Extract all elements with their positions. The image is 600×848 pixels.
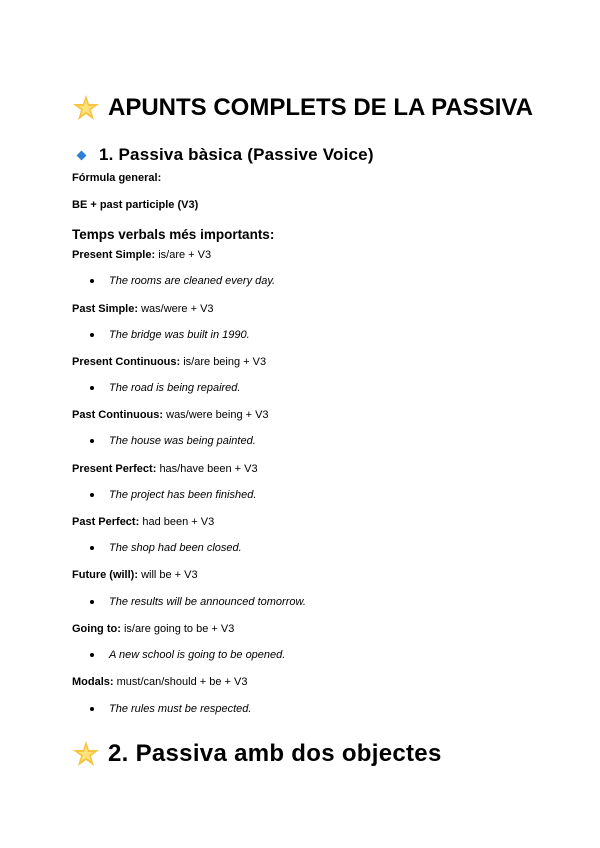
document-title-text: APUNTS COMPLETS DE LA PASSIVA bbox=[108, 94, 533, 121]
section2-heading-text: 2. Passiva amb dos objectes bbox=[108, 740, 442, 767]
tense-name: Past Simple: bbox=[72, 303, 139, 315]
example-item bbox=[90, 275, 275, 287]
example-item bbox=[90, 329, 250, 341]
example-item bbox=[90, 542, 242, 554]
tense-line bbox=[72, 356, 266, 368]
bullet-icon bbox=[90, 707, 94, 711]
tense-form: had been + V3 bbox=[142, 516, 215, 528]
bullet-icon bbox=[90, 439, 94, 443]
tenses-heading: Temps verbals més importants: bbox=[72, 227, 275, 242]
example-text: The shop had been closed. bbox=[109, 542, 242, 554]
bullet-icon bbox=[90, 653, 94, 657]
tense-line bbox=[72, 409, 269, 421]
bullet-icon bbox=[90, 546, 94, 550]
star-icon bbox=[72, 740, 100, 768]
tense-form: is/are + V3 bbox=[158, 249, 212, 261]
tense-name: Past Continuous: bbox=[72, 409, 164, 421]
tense-name: Present Simple: bbox=[72, 249, 156, 261]
tense-form: will be + V3 bbox=[141, 569, 198, 581]
tense-line bbox=[72, 249, 211, 261]
example-item bbox=[90, 649, 285, 661]
example-text: The bridge was built in 1990. bbox=[109, 329, 250, 341]
example-text: The road is being repaired. bbox=[109, 382, 241, 394]
tense-form: was/were being + V3 bbox=[166, 409, 269, 421]
document-title bbox=[72, 94, 533, 122]
tense-line bbox=[72, 303, 214, 315]
example-item bbox=[90, 703, 251, 715]
tense-form: is/are going to be + V3 bbox=[123, 623, 235, 635]
section1-heading bbox=[77, 145, 374, 165]
example-text: The house was being painted. bbox=[109, 435, 256, 447]
example-item bbox=[90, 382, 240, 394]
tense-name: Present Continuous: bbox=[72, 356, 181, 368]
tense-name: Future (will): bbox=[72, 569, 138, 581]
formula-text: BE + past participle (V3) bbox=[72, 199, 199, 211]
example-item bbox=[90, 596, 306, 608]
star-icon bbox=[72, 94, 100, 122]
tense-form: has/have been + V3 bbox=[159, 463, 258, 475]
example-text: The results will be announced tomorrow. bbox=[109, 596, 306, 608]
bullet-icon bbox=[90, 386, 94, 390]
bullet-icon bbox=[90, 333, 94, 337]
example-item bbox=[90, 489, 256, 501]
tense-name: Modals: bbox=[72, 676, 114, 688]
tense-line bbox=[72, 516, 214, 528]
example-text: A new school is going to be opened. bbox=[109, 649, 286, 661]
tense-name: Present Perfect: bbox=[72, 463, 157, 475]
bullet-icon bbox=[90, 493, 94, 497]
bullet-icon bbox=[90, 279, 94, 283]
formula-label: Fórmula general: bbox=[72, 172, 162, 184]
tense-name: Going to: bbox=[72, 623, 121, 635]
tense-line bbox=[72, 569, 198, 581]
example-item bbox=[90, 435, 256, 447]
section2-heading bbox=[72, 740, 442, 768]
bullet-icon bbox=[90, 600, 94, 604]
tense-name: Past Perfect: bbox=[72, 516, 140, 528]
tense-form: is/are being + V3 bbox=[183, 356, 267, 368]
tense-line bbox=[72, 676, 248, 688]
example-text: The rules must be respected. bbox=[109, 703, 252, 715]
tense-line bbox=[72, 463, 258, 475]
tense-form: must/can/should + be + V3 bbox=[116, 676, 248, 688]
example-text: The project has been finished. bbox=[109, 489, 257, 501]
blue-diamond-icon bbox=[77, 150, 87, 160]
example-text: The rooms are cleaned every day. bbox=[109, 275, 276, 287]
tense-line bbox=[72, 623, 234, 635]
tense-form: was/were + V3 bbox=[141, 303, 214, 315]
section1-heading-text: 1. Passiva bàsica (Passive Voice) bbox=[99, 145, 374, 164]
